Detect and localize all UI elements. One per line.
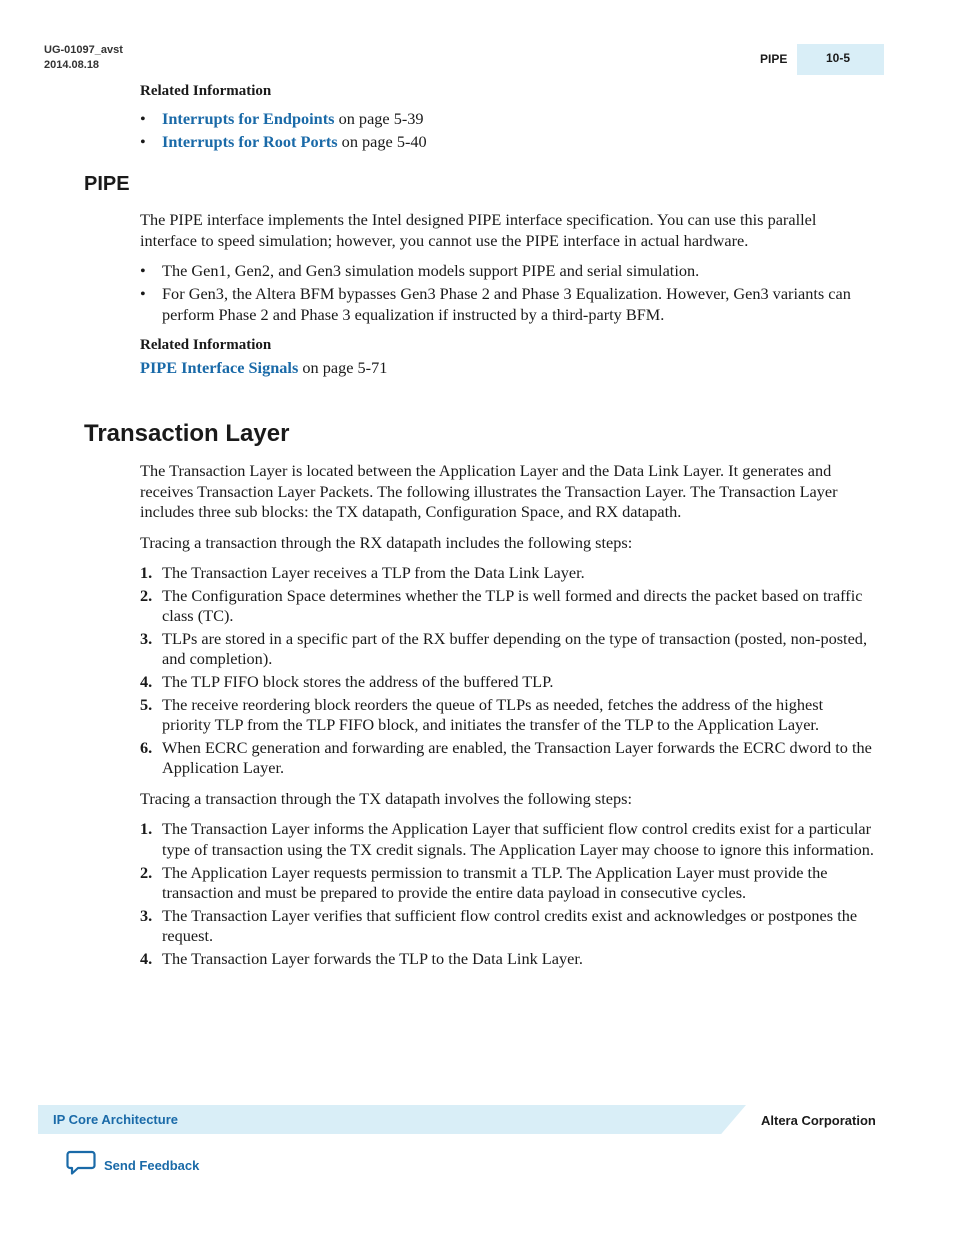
related-info-interrupts (140, 83, 880, 155)
link-interrupts-endpoints[interactable]: Interrupts for Endpoints (162, 109, 335, 128)
header-section-name: PIPE (760, 52, 788, 66)
step-text: The Transaction Layer receives a TLP from the Data Link Layer. (162, 563, 585, 582)
footer-chapter-link[interactable]: IP Core Architecture (53, 1112, 178, 1127)
list-item: • For Gen3, the Altera BFM bypasses Gen3 Phase 2 and Phase 3 Equalization. However, Gen3 variants can perform Phase 2 and Phase 3 equalization if instructed by a third-party BFM. (140, 284, 875, 325)
page-ref: on page 5-71 (298, 358, 388, 377)
tx-intro: Tracing a transaction through the TX datapath involves the following steps: (140, 788, 632, 808)
related-links-list (140, 109, 880, 153)
step-text: The Application Layer requests permission to transmit a TLP. The Application Layer must provide the transaction and must be prepared to provide the entire data payload in consecutive cycles. (162, 862, 828, 903)
doc-id-block (44, 43, 123, 73)
transaction-body (140, 461, 875, 972)
rx-step (140, 629, 875, 670)
step-number: 1. (140, 819, 153, 839)
step-number: 2. (140, 585, 153, 605)
step-number: 3. (140, 628, 153, 648)
section-heading-transaction-layer: Transaction Layer (84, 420, 290, 447)
step-text: TLPs are stored in a specific part of the RX buffer depending on the type of transaction (posted, non-posted, and completion). (162, 628, 868, 669)
header-page-number: 10-5 (826, 51, 851, 65)
step-text: The Transaction Layer verifies that sufficient flow control credits exist and acknowledges or postpones the request. (162, 905, 858, 946)
related-link-line (140, 358, 875, 379)
doc-date: 2014.08.18 (44, 59, 100, 71)
rx-step (140, 563, 875, 584)
link-interrupts-root-ports[interactable]: Interrupts for Root Ports (162, 132, 338, 151)
tx-step (140, 863, 875, 904)
related-info-heading: Related Information (140, 337, 272, 353)
pipe-body (140, 210, 875, 379)
send-feedback-link[interactable] (66, 1150, 199, 1181)
rx-step (140, 695, 875, 736)
rx-step (140, 586, 875, 627)
tx-step (140, 906, 875, 947)
rx-step (140, 738, 875, 779)
section-heading-pipe: PIPE (84, 173, 130, 195)
send-feedback-label: Send Feedback (104, 1158, 200, 1173)
step-number: 3. (140, 905, 153, 925)
step-text: The Configuration Space determines whether the TLP is well formed and directs the packet based on traffic class (TC). (162, 585, 863, 626)
step-text: When ECRC generation and forwarding are enabled, the Transaction Layer forwards the ECRC dword to the Application Layer. (162, 737, 872, 778)
step-text: The receive reordering block reorders the queue of TLPs as needed, fetches the address of the highest priority TLP from the TLP FIFO block, and initiates the transfer of the TLP to the Application Layer. (162, 694, 824, 735)
rx-step (140, 672, 875, 693)
related-info-heading: Related Information (140, 83, 272, 99)
step-number: 5. (140, 694, 153, 714)
rx-steps-list (140, 563, 875, 779)
step-text: The Transaction Layer informs the Application Layer that sufficient flow control credits exist for a particular type of transaction using the TX credit signals. The Application Layer may choose to ignore this information. (162, 819, 874, 859)
transaction-paragraph: The Transaction Layer is located between the Application Layer and the Data Link Layer. It generates and receives Transaction Layer Packets. The following illustrates the Transaction Layer. The Transaction Layer includes three sub blocks: the TX datapath, Configuration Space, and RX datapath. (140, 461, 838, 521)
tx-steps-list (140, 819, 875, 969)
step-text: The TLP FIFO block stores the address of the buffered TLP. (162, 672, 554, 692)
list-item: • The Gen1, Gen2, and Gen3 simulation models support PIPE and serial simulation. (140, 261, 875, 282)
tx-step (140, 949, 875, 970)
footer-company: Altera Corporation (761, 1113, 876, 1128)
list-item (140, 132, 880, 153)
rx-intro: Tracing a transaction through the RX datapath includes the following steps: (140, 532, 633, 552)
pipe-bullets (140, 261, 875, 325)
speech-bubble-icon (66, 1150, 96, 1181)
step-number: 1. (140, 563, 153, 582)
step-number: 4. (140, 949, 153, 968)
step-number: 2. (140, 862, 153, 882)
pipe-paragraph: The PIPE interface implements the Intel designed PIPE interface specification. You can use this parallel interface to speed simulation; however, you cannot use the PIPE interface in actual hardware. (140, 210, 817, 250)
page-ref: on page 5-40 (337, 132, 427, 151)
link-pipe-interface-signals[interactable]: PIPE Interface Signals (140, 358, 299, 377)
page-ref: on page 5-39 (334, 109, 424, 128)
tx-step (140, 819, 875, 860)
step-number: 4. (140, 672, 153, 692)
step-text: The Transaction Layer forwards the TLP to the Data Link Layer. (162, 949, 583, 968)
step-number: 6. (140, 737, 153, 757)
list-item (140, 109, 880, 130)
doc-id: UG-01097_avst (44, 44, 123, 56)
